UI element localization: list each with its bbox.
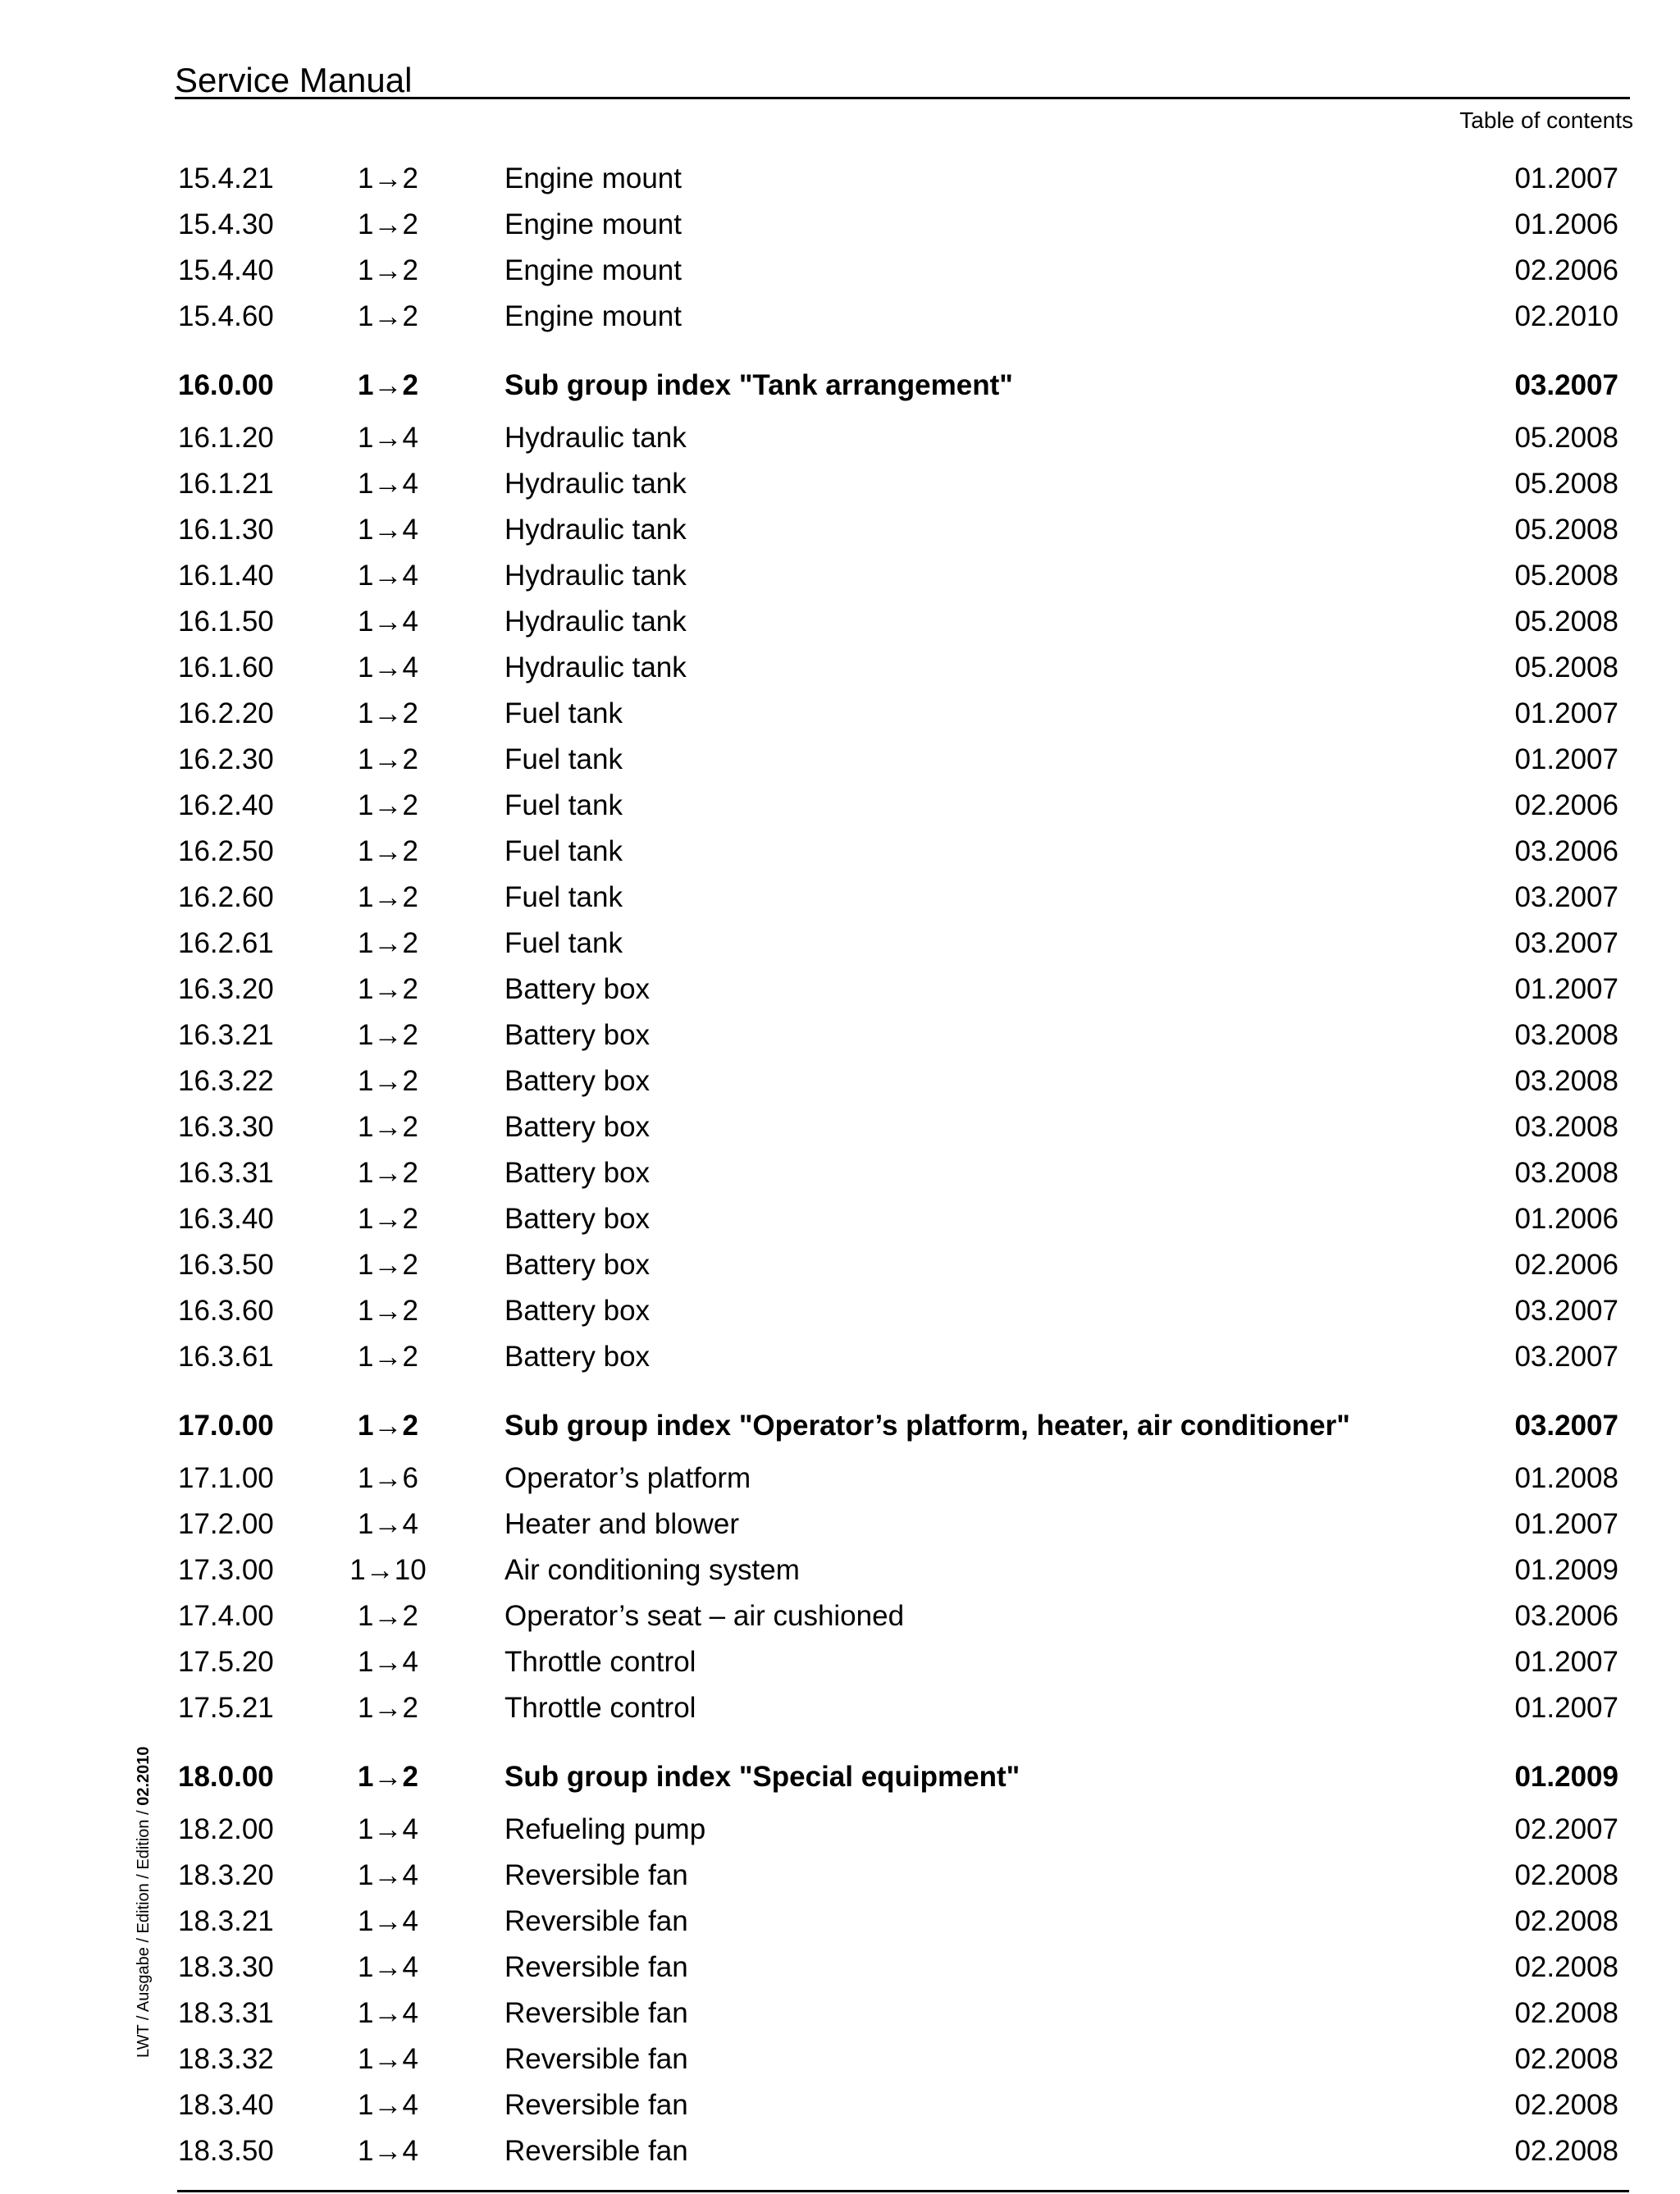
toc-entry-date: 01.2007 bbox=[1514, 1692, 1618, 1724]
toc-row bbox=[175, 1991, 1618, 2036]
toc-entry-title: Reversible fan bbox=[504, 1905, 688, 1937]
toc-page-range: 1→4 bbox=[358, 422, 418, 454]
toc-row bbox=[175, 875, 1618, 921]
toc-entry-date: 01.2007 bbox=[1514, 697, 1618, 729]
toc-entry-date: 01.2007 bbox=[1514, 973, 1618, 1005]
toc-entry-title: Hydraulic tank bbox=[504, 560, 687, 592]
toc-page-range: 1→2 bbox=[358, 162, 418, 194]
toc-section-number: 18.3.50 bbox=[178, 2135, 274, 2167]
toc-row bbox=[175, 967, 1618, 1012]
toc-page-range: 1→2 bbox=[358, 1019, 418, 1051]
toc-section-number: 15.4.30 bbox=[178, 208, 274, 240]
toc-section-number: 18.3.20 bbox=[178, 1859, 274, 1891]
toc-page-range: 1→4 bbox=[358, 1951, 418, 1983]
toc-entry-date: 01.2009 bbox=[1514, 1761, 1618, 1793]
toc-entry-date: 03.2008 bbox=[1514, 1157, 1618, 1189]
toc-page-range: 1→4 bbox=[358, 2089, 418, 2121]
toc-row bbox=[175, 1853, 1618, 1899]
toc-entry-title: Battery box bbox=[504, 1019, 651, 1051]
toc-page-range: 1→2 bbox=[358, 927, 418, 959]
toc-entry-date: 02.2008 bbox=[1514, 1905, 1618, 1937]
toc-page-range: 1→2 bbox=[358, 789, 418, 821]
toc-entry-title: Hydraulic tank bbox=[504, 651, 687, 683]
toc-entry-title: Reversible fan bbox=[504, 2135, 688, 2167]
toc-section-number: 15.4.40 bbox=[178, 254, 274, 286]
toc-row bbox=[175, 294, 1618, 340]
toc-section-number: 18.2.00 bbox=[178, 1813, 274, 1845]
toc-entry-title: Battery box bbox=[504, 1065, 651, 1097]
toc-entry-title: Fuel tank bbox=[504, 927, 623, 959]
toc-row bbox=[175, 1456, 1618, 1502]
toc-entry-date: 02.2008 bbox=[1514, 1951, 1618, 1983]
toc-row bbox=[175, 248, 1618, 294]
toc-page-range: 1→2 bbox=[358, 1295, 418, 1327]
edition-side-note bbox=[134, 1746, 153, 2058]
page-header-title: Service Manual bbox=[175, 61, 413, 99]
toc-entry-title: Fuel tank bbox=[504, 881, 623, 913]
toc-entry-title: Refueling pump bbox=[504, 1813, 706, 1845]
toc-entry-title: Throttle control bbox=[504, 1692, 696, 1724]
toc-section-number: 17.1.00 bbox=[178, 1462, 274, 1494]
toc-row bbox=[175, 1945, 1618, 1991]
toc-section-number: 18.3.32 bbox=[178, 2043, 274, 2075]
toc-entry-date: 02.2006 bbox=[1514, 789, 1618, 821]
toc-page-range: 1→2 bbox=[358, 743, 418, 775]
toc-group-row bbox=[175, 1754, 1618, 1800]
toc-entry-title: Throttle control bbox=[504, 1646, 696, 1678]
toc-entry-date: 03.2007 bbox=[1514, 369, 1618, 401]
toc-page-range: 1→4 bbox=[358, 1508, 418, 1540]
toc-entry-title: Hydraulic tank bbox=[504, 422, 687, 454]
toc-section-number: 16.2.30 bbox=[178, 743, 274, 775]
toc-section-number: 15.4.60 bbox=[178, 300, 274, 332]
toc-section-number: 16.3.50 bbox=[178, 1249, 274, 1281]
toc-entry-title: Operator’s seat – air cushioned bbox=[504, 1600, 905, 1632]
toc-row bbox=[175, 737, 1618, 783]
toc-section-number: 16.3.61 bbox=[178, 1341, 274, 1373]
toc-row bbox=[175, 553, 1618, 599]
edition-side-note-prefix: LWT / Ausgabe / Edition / Edition / bbox=[135, 1805, 153, 2058]
toc-entry-title: Fuel tank bbox=[504, 789, 623, 821]
toc-row bbox=[175, 1104, 1618, 1150]
toc-page-range: 1→2 bbox=[358, 208, 418, 240]
toc-section-number: 16.1.50 bbox=[178, 606, 274, 638]
toc-entry-title: Fuel tank bbox=[504, 835, 623, 867]
toc-row bbox=[175, 829, 1618, 875]
toc-section-number: 16.3.22 bbox=[178, 1065, 274, 1097]
toc-page-range: 1→4 bbox=[358, 468, 418, 500]
footer-divider bbox=[177, 2190, 1629, 2192]
toc-entry-title: Fuel tank bbox=[504, 743, 623, 775]
toc-entry-title: Sub group index "Tank arrangement" bbox=[504, 369, 1013, 401]
toc-row bbox=[175, 599, 1618, 645]
toc-entry-title: Battery box bbox=[504, 1157, 651, 1189]
toc-page-range: 1→2 bbox=[358, 1692, 418, 1724]
toc-section-number: 17.5.21 bbox=[178, 1692, 274, 1724]
toc-section-number: 18.0.00 bbox=[178, 1761, 274, 1793]
toc-page-range: 1→2 bbox=[358, 1157, 418, 1189]
toc-entry-title: Sub group index "Operator’s platform, heater, air conditioner" bbox=[504, 1410, 1350, 1442]
toc-entry-title: Air conditioning system bbox=[504, 1554, 800, 1586]
toc-row bbox=[175, 507, 1618, 553]
toc-row bbox=[175, 2036, 1618, 2082]
toc-section-number: 16.1.30 bbox=[178, 514, 274, 546]
toc-row bbox=[175, 921, 1618, 967]
toc-page-range: 1→2 bbox=[358, 300, 418, 332]
toc-page-range: 1→2 bbox=[358, 1341, 418, 1373]
toc-entry-title: Reversible fan bbox=[504, 2043, 688, 2075]
toc-entry-title: Engine mount bbox=[504, 162, 682, 194]
header-divider bbox=[175, 97, 1630, 99]
table-of-contents bbox=[175, 156, 1618, 2174]
toc-row bbox=[175, 783, 1618, 829]
toc-entry-date: 03.2008 bbox=[1514, 1065, 1618, 1097]
toc-section-number: 18.3.21 bbox=[178, 1905, 274, 1937]
toc-row bbox=[175, 1807, 1618, 1853]
toc-entry-date: 05.2008 bbox=[1514, 606, 1618, 638]
toc-entry-date: 05.2008 bbox=[1514, 468, 1618, 500]
toc-page-range: 1→4 bbox=[358, 2043, 418, 2075]
toc-row bbox=[175, 202, 1618, 248]
toc-page-range: 1→2 bbox=[358, 1111, 418, 1143]
toc-entry-title: Hydraulic tank bbox=[504, 468, 687, 500]
toc-entry-date: 01.2006 bbox=[1514, 208, 1618, 240]
toc-entry-date: 01.2008 bbox=[1514, 1462, 1618, 1494]
toc-entry-date: 02.2006 bbox=[1514, 254, 1618, 286]
toc-section-number: 15.4.21 bbox=[178, 162, 274, 194]
toc-row bbox=[175, 645, 1618, 691]
toc-entry-title: Operator’s platform bbox=[504, 1462, 751, 1494]
toc-entry-title: Battery box bbox=[504, 1111, 651, 1143]
page-header-subtitle: Table of contents bbox=[1459, 107, 1633, 133]
toc-section-number: 16.2.61 bbox=[178, 927, 274, 959]
toc-section-number: 16.3.20 bbox=[178, 973, 274, 1005]
toc-entry-date: 02.2006 bbox=[1514, 1249, 1618, 1281]
toc-entry-title: Battery box bbox=[504, 1249, 651, 1281]
toc-entry-date: 05.2008 bbox=[1514, 422, 1618, 454]
toc-page-range: 1→2 bbox=[358, 1065, 418, 1097]
toc-entry-date: 02.2008 bbox=[1514, 2135, 1618, 2167]
toc-entry-date: 01.2007 bbox=[1514, 1646, 1618, 1678]
toc-section-number: 18.3.31 bbox=[178, 1997, 274, 2029]
toc-page-range: 1→4 bbox=[358, 1859, 418, 1891]
toc-section-number: 17.4.00 bbox=[178, 1600, 274, 1632]
toc-entry-title: Engine mount bbox=[504, 254, 682, 286]
toc-page-range: 1→10 bbox=[349, 1554, 427, 1586]
toc-entry-title: Fuel tank bbox=[504, 697, 623, 729]
toc-entry-date: 03.2007 bbox=[1514, 881, 1618, 913]
toc-page-range: 1→4 bbox=[358, 2135, 418, 2167]
toc-entry-date: 02.2008 bbox=[1514, 1859, 1618, 1891]
toc-entry-title: Engine mount bbox=[504, 208, 682, 240]
toc-page-range: 1→4 bbox=[358, 606, 418, 638]
toc-row bbox=[175, 1639, 1618, 1685]
toc-entry-title: Engine mount bbox=[504, 300, 682, 332]
toc-entry-date: 02.2008 bbox=[1514, 2043, 1618, 2075]
toc-section-number: 18.3.40 bbox=[178, 2089, 274, 2121]
toc-section-number: 16.2.50 bbox=[178, 835, 274, 867]
toc-section-number: 16.0.00 bbox=[178, 369, 274, 401]
toc-page-range: 1→2 bbox=[358, 697, 418, 729]
toc-row bbox=[175, 1899, 1618, 1945]
toc-page-range: 1→2 bbox=[358, 881, 418, 913]
toc-section-number: 16.3.21 bbox=[178, 1019, 274, 1051]
toc-row bbox=[175, 1242, 1618, 1288]
toc-page-range: 1→2 bbox=[358, 1761, 418, 1793]
toc-section-number: 16.1.20 bbox=[178, 422, 274, 454]
toc-page-range: 1→4 bbox=[358, 1813, 418, 1845]
toc-row bbox=[175, 1334, 1618, 1380]
toc-entry-date: 01.2007 bbox=[1514, 1508, 1618, 1540]
toc-entry-date: 03.2007 bbox=[1514, 1341, 1618, 1373]
toc-page-range: 1→2 bbox=[358, 1249, 418, 1281]
toc-entry-date: 02.2008 bbox=[1514, 2089, 1618, 2121]
toc-entry-title: Hydraulic tank bbox=[504, 606, 687, 638]
toc-entry-date: 03.2007 bbox=[1514, 927, 1618, 959]
toc-entry-title: Sub group index "Special equipment" bbox=[504, 1761, 1020, 1793]
toc-section-number: 17.5.20 bbox=[178, 1646, 274, 1678]
toc-row bbox=[175, 156, 1618, 202]
toc-row bbox=[175, 2128, 1618, 2174]
toc-row bbox=[175, 1150, 1618, 1196]
toc-section-number: 17.0.00 bbox=[178, 1410, 274, 1442]
toc-section-number: 16.3.31 bbox=[178, 1157, 274, 1189]
toc-entry-date: 02.2010 bbox=[1514, 300, 1618, 332]
toc-row bbox=[175, 1593, 1618, 1639]
toc-entry-date: 01.2009 bbox=[1514, 1554, 1618, 1586]
toc-section-number: 16.1.21 bbox=[178, 468, 274, 500]
toc-section-number: 16.1.40 bbox=[178, 560, 274, 592]
toc-page-range: 1→4 bbox=[358, 560, 418, 592]
toc-section-number: 16.2.40 bbox=[178, 789, 274, 821]
toc-entry-date: 01.2006 bbox=[1514, 1203, 1618, 1235]
toc-section-number: 16.1.60 bbox=[178, 651, 274, 683]
toc-row bbox=[175, 1196, 1618, 1242]
toc-entry-date: 03.2007 bbox=[1514, 1295, 1618, 1327]
toc-row bbox=[175, 461, 1618, 507]
toc-row bbox=[175, 691, 1618, 737]
toc-section-number: 18.3.30 bbox=[178, 1951, 274, 1983]
toc-entry-date: 05.2008 bbox=[1514, 514, 1618, 546]
toc-entry-title: Battery box bbox=[504, 1203, 651, 1235]
toc-page-range: 1→2 bbox=[358, 973, 418, 1005]
toc-page-range: 1→4 bbox=[358, 651, 418, 683]
toc-page-range: 1→2 bbox=[358, 369, 418, 401]
toc-page-range: 1→2 bbox=[358, 1203, 418, 1235]
toc-entry-date: 05.2008 bbox=[1514, 560, 1618, 592]
toc-page-range: 1→2 bbox=[358, 1410, 418, 1442]
toc-row bbox=[175, 1685, 1618, 1731]
toc-entry-date: 02.2007 bbox=[1514, 1813, 1618, 1845]
toc-row bbox=[175, 1012, 1618, 1058]
toc-entry-title: Battery box bbox=[504, 973, 651, 1005]
toc-page-range: 1→2 bbox=[358, 1600, 418, 1632]
toc-entry-title: Hydraulic tank bbox=[504, 514, 687, 546]
toc-entry-date: 03.2007 bbox=[1514, 1410, 1618, 1442]
toc-row bbox=[175, 1288, 1618, 1334]
toc-page-range: 1→4 bbox=[358, 1997, 418, 2029]
toc-section-number: 16.2.20 bbox=[178, 697, 274, 729]
toc-group-row bbox=[175, 1403, 1618, 1449]
toc-section-number: 16.3.60 bbox=[178, 1295, 274, 1327]
toc-entry-title: Reversible fan bbox=[504, 1997, 688, 2029]
toc-section-number: 16.3.30 bbox=[178, 1111, 274, 1143]
toc-row bbox=[175, 1502, 1618, 1547]
toc-page-range: 1→4 bbox=[358, 1905, 418, 1937]
toc-section-number: 17.2.00 bbox=[178, 1508, 274, 1540]
toc-entry-title: Battery box bbox=[504, 1295, 651, 1327]
toc-entry-date: 03.2006 bbox=[1514, 1600, 1618, 1632]
toc-row bbox=[175, 2082, 1618, 2128]
edition-side-note-date: 02.2010 bbox=[135, 1746, 153, 1806]
toc-group-row bbox=[175, 363, 1618, 409]
toc-section-number: 16.3.40 bbox=[178, 1203, 274, 1235]
toc-row bbox=[175, 415, 1618, 461]
toc-row bbox=[175, 1058, 1618, 1104]
toc-entry-date: 03.2006 bbox=[1514, 835, 1618, 867]
toc-entry-title: Heater and blower bbox=[504, 1508, 739, 1540]
toc-entry-date: 01.2007 bbox=[1514, 162, 1618, 194]
toc-page-range: 1→2 bbox=[358, 835, 418, 867]
toc-page-range: 1→4 bbox=[358, 1646, 418, 1678]
toc-entry-date: 02.2008 bbox=[1514, 1997, 1618, 2029]
toc-entry-date: 01.2007 bbox=[1514, 743, 1618, 775]
toc-row bbox=[175, 1547, 1618, 1593]
toc-entry-date: 03.2008 bbox=[1514, 1019, 1618, 1051]
toc-page-range: 1→4 bbox=[358, 514, 418, 546]
toc-page-range: 1→2 bbox=[358, 254, 418, 286]
toc-page-range: 1→6 bbox=[358, 1462, 418, 1494]
toc-entry-title: Reversible fan bbox=[504, 1859, 688, 1891]
toc-entry-date: 03.2008 bbox=[1514, 1111, 1618, 1143]
toc-entry-date: 05.2008 bbox=[1514, 651, 1618, 683]
toc-section-number: 16.2.60 bbox=[178, 881, 274, 913]
toc-entry-title: Battery box bbox=[504, 1341, 651, 1373]
toc-entry-title: Reversible fan bbox=[504, 2089, 688, 2121]
toc-entry-title: Reversible fan bbox=[504, 1951, 688, 1983]
toc-section-number: 17.3.00 bbox=[178, 1554, 274, 1586]
